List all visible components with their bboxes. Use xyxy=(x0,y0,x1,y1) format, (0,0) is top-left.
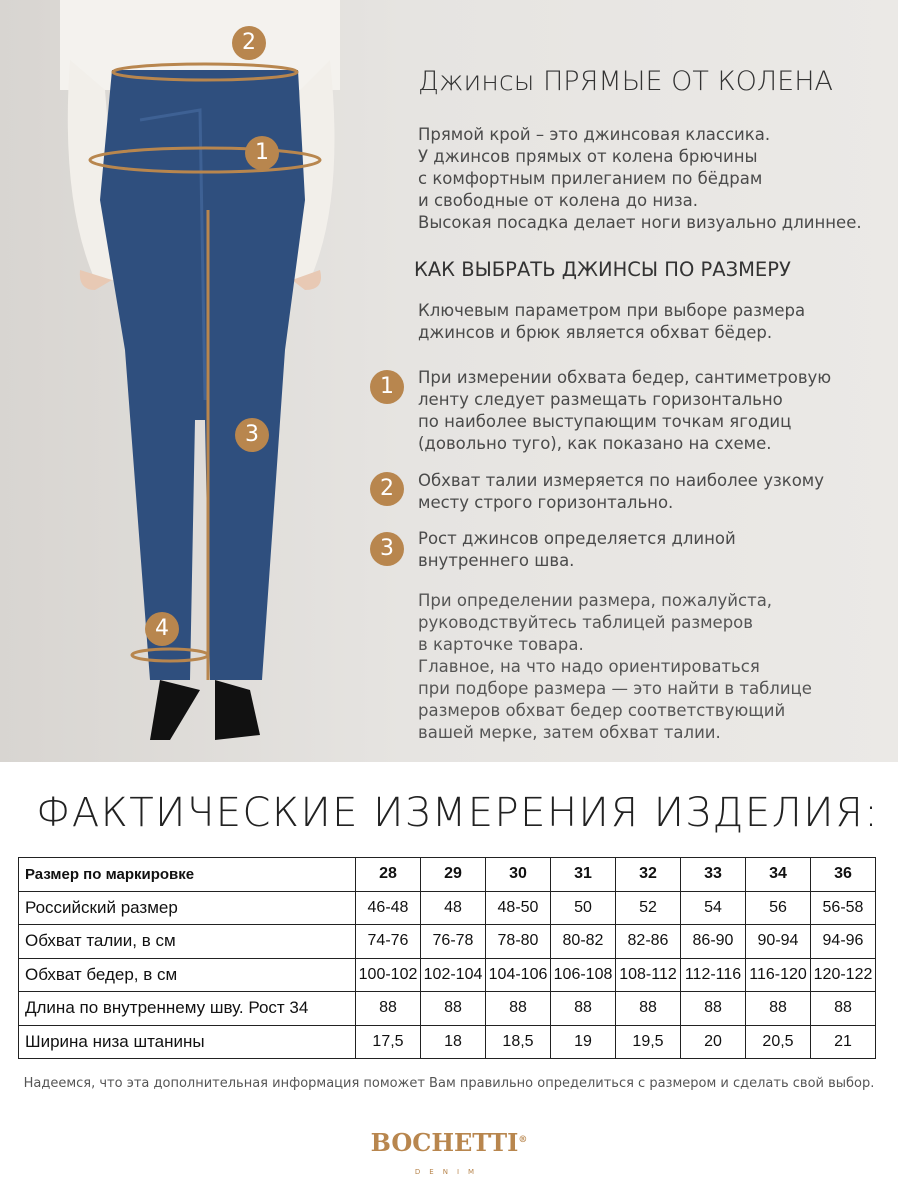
table-cell: 88 xyxy=(746,992,811,1026)
table-row xyxy=(19,891,876,925)
advice-line: в карточке товара. xyxy=(418,635,584,654)
brand-reg: ® xyxy=(518,1135,528,1145)
marker-1: 1 xyxy=(245,136,279,170)
table-cell: 76-78 xyxy=(421,925,486,959)
table-cell: 88 xyxy=(616,992,681,1026)
step-3-badge: 3 xyxy=(370,532,404,566)
howto-lead xyxy=(418,300,805,344)
table-cell: 80-82 xyxy=(551,925,616,959)
step-line: месту строго горизонтально. xyxy=(418,493,674,512)
table-cell: 90-94 xyxy=(746,925,811,959)
table-cell: 21 xyxy=(811,1025,876,1059)
row-label: Обхват бедер, в см xyxy=(19,958,356,992)
table-cell: 46-48 xyxy=(356,891,421,925)
model-photo xyxy=(0,0,400,762)
advice-line: при подборе размера — это найти в таблице xyxy=(418,679,812,698)
table-cell: 34 xyxy=(746,858,811,892)
table-cell: 56-58 xyxy=(811,891,876,925)
step-1-text xyxy=(418,367,831,455)
table-cell: 54 xyxy=(681,891,746,925)
row-label: Обхват талии, в см xyxy=(19,925,356,959)
brand-logo xyxy=(0,1128,898,1157)
table-cell: 82-86 xyxy=(616,925,681,959)
step-2-badge: 2 xyxy=(370,472,404,506)
advice-text xyxy=(418,590,812,744)
intro-line: и свободные от колена до низа. xyxy=(418,191,698,210)
table-cell: 78-80 xyxy=(486,925,551,959)
row-label: Размер по маркировке xyxy=(19,858,356,892)
marker-3: 3 xyxy=(235,418,269,452)
size-table xyxy=(18,857,876,1059)
table-cell: 100-102 xyxy=(356,958,421,992)
advice-line: размеров обхват бедер соответствующий xyxy=(418,701,786,720)
intro-line: Прямой крой – это джинсовая классика. xyxy=(418,125,771,144)
step-line: внутреннего шва. xyxy=(418,551,575,570)
table-cell: 32 xyxy=(616,858,681,892)
table-row xyxy=(19,1025,876,1059)
table-cell: 88 xyxy=(551,992,616,1026)
table-cell: 33 xyxy=(681,858,746,892)
intro-line: с комфортным прилеганием по бёдрам xyxy=(418,169,763,188)
advice-line: При определении размера, пожалуйста, xyxy=(418,591,773,610)
table-cell: 52 xyxy=(616,891,681,925)
step-line: При измерении обхвата бедер, сантиметровую xyxy=(418,368,832,387)
table-cell: 116-120 xyxy=(746,958,811,992)
advice-line: вашей мерке, затем обхват талии. xyxy=(418,723,721,742)
table-cell: 19 xyxy=(551,1025,616,1059)
table-cell: 102-104 xyxy=(421,958,486,992)
advice-line: руководствуйтесь таблицей размеров xyxy=(418,613,753,632)
step-2-text xyxy=(418,470,824,514)
brand-name: BOCHETTI xyxy=(370,1128,519,1157)
table-cell: 18,5 xyxy=(486,1025,551,1059)
marker-4: 4 xyxy=(145,612,179,646)
table-cell: 19,5 xyxy=(616,1025,681,1059)
intro-line: Высокая посадка делает ноги визуально длиннее. xyxy=(418,213,862,232)
step-line: Обхват талии измеряется по наиболее узкому xyxy=(418,471,825,490)
table-cell: 17,5 xyxy=(356,1025,421,1059)
step-line: по наиболее выступающим точкам ягодиц xyxy=(418,412,792,431)
footer-note: Надеемся, что эта дополнительная информация поможет Вам правильно определиться с размером и сделать свой выбор. xyxy=(23,1076,875,1091)
table-cell: 48-50 xyxy=(486,891,551,925)
row-label: Ширина низа штанины xyxy=(19,1025,356,1059)
table-cell: 18 xyxy=(421,1025,486,1059)
row-label: Российский размер xyxy=(19,891,356,925)
table-cell: 88 xyxy=(486,992,551,1026)
table-row xyxy=(19,925,876,959)
table-cell: 112-116 xyxy=(681,958,746,992)
table-cell: 28 xyxy=(356,858,421,892)
table-cell: 31 xyxy=(551,858,616,892)
table-cell: 20 xyxy=(681,1025,746,1059)
intro-text xyxy=(418,124,862,234)
table-cell: 74-76 xyxy=(356,925,421,959)
table-cell: 88 xyxy=(681,992,746,1026)
step-line: (довольно туго), как показано на схеме. xyxy=(418,434,772,453)
advice-line: Главное, на что надо ориентироваться xyxy=(418,657,760,676)
table-cell: 29 xyxy=(421,858,486,892)
table-cell: 108-112 xyxy=(616,958,681,992)
step-line: ленту следует размещать горизонтально xyxy=(418,390,783,409)
table-cell: 20,5 xyxy=(746,1025,811,1059)
table-row xyxy=(19,858,876,892)
table-cell: 88 xyxy=(421,992,486,1026)
table-cell: 48 xyxy=(421,891,486,925)
step-3-text xyxy=(418,528,736,572)
brand-sub: DENIM xyxy=(414,1168,484,1176)
table-cell: 88 xyxy=(811,992,876,1026)
table-row xyxy=(19,992,876,1026)
table-cell: 106-108 xyxy=(551,958,616,992)
step-1-badge: 1 xyxy=(370,370,404,404)
howto-title: КАК ВЫБРАТЬ ДЖИНСЫ ПО РАЗМЕРУ xyxy=(414,258,791,281)
table-cell: 50 xyxy=(551,891,616,925)
table-cell: 36 xyxy=(811,858,876,892)
measurements-title: ФАКТИЧЕСКИЕ ИЗМЕРЕНИЯ ИЗДЕЛИЯ: xyxy=(36,790,880,836)
table-cell: 86-90 xyxy=(681,925,746,959)
lead-line: Ключевым параметром при выборе размера xyxy=(418,301,806,320)
marker-2: 2 xyxy=(232,26,266,60)
table-cell: 88 xyxy=(356,992,421,1026)
table-cell: 104-106 xyxy=(486,958,551,992)
step-line: Рост джинсов определяется длиной xyxy=(418,529,736,548)
row-label: Длина по внутреннему шву. Рост 34 xyxy=(19,992,356,1026)
intro-line: У джинсов прямых от колена брючины xyxy=(418,147,758,166)
table-cell: 94-96 xyxy=(811,925,876,959)
product-title: Джинсы ПРЯМЫЕ ОТ КОЛЕНА xyxy=(418,66,834,97)
table-cell: 120-122 xyxy=(811,958,876,992)
table-cell: 30 xyxy=(486,858,551,892)
table-cell: 56 xyxy=(746,891,811,925)
lead-line: джинсов и брюк является обхват бёдер. xyxy=(418,323,773,342)
table-row xyxy=(19,958,876,992)
